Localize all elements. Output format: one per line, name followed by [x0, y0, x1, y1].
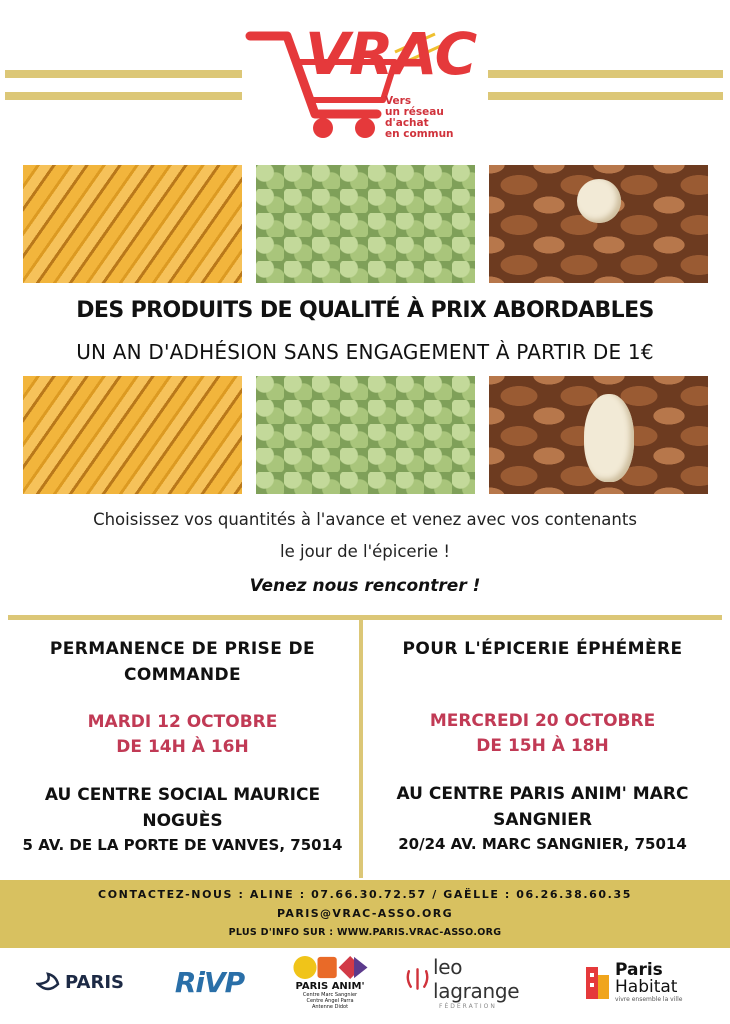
leo-lagrange-label: leo lagrange: [433, 955, 520, 1003]
logo-word: VRAC: [305, 20, 477, 88]
blanched-almond: [584, 394, 634, 482]
left-title-line-2: COMMANDE: [123, 665, 242, 685]
paris-label: PARIS: [65, 972, 124, 993]
leo-lagrange-emblem-icon: [405, 967, 430, 991]
partner-paris-habitat: [585, 955, 695, 1010]
almonds-photo: [489, 165, 708, 283]
paris-habitat-building-icon: [585, 963, 611, 1003]
contact-website[interactable]: PLUS D'INFO SUR : WWW.PARIS.VRAC-ASSO.ORG: [228, 927, 502, 938]
headline: DES PRODUITS DE QUALITÉ À PRIX ABORDABLES: [76, 298, 654, 323]
pasta-photo: [23, 165, 242, 283]
contact-phones: CONTACTEZ-NOUS : ALINE : 07.66.30.72.57 / GAËLLE : 06.26.38.60.35: [98, 888, 632, 901]
column-divider: [359, 620, 363, 878]
paris-ship-icon: [36, 972, 60, 994]
right-date: MERCREDI 20 OCTOBRE: [429, 711, 656, 731]
header-rule-right-bottom: [488, 92, 723, 100]
right-title: POUR L'ÉPICERIE ÉPHÉMÈRE: [402, 639, 683, 659]
blanched-almond: [577, 179, 621, 223]
paris-anim-sub3: Antenne Didot: [311, 1004, 349, 1010]
paris-anim-sub1: Centre Marc Sangnier: [302, 992, 358, 998]
left-column: [10, 636, 355, 856]
right-address: 20/24 AV. MARC SANGNIER, 75014: [398, 835, 687, 853]
pasta-photo: [23, 376, 242, 494]
leo-lagrange-sub: FÉDÉRATION: [439, 1003, 497, 1010]
paris-habitat-sub: vivre ensemble la ville: [615, 995, 683, 1003]
tagline-line: d'achat: [385, 117, 429, 129]
left-time: DE 14H À 16H: [116, 737, 249, 757]
tagline-line: un réseau: [385, 106, 444, 118]
tagline-line: en commun: [385, 128, 454, 140]
body-line-2: le jour de l'épicerie !: [280, 542, 450, 561]
body-line-1: Choisissez vos quantités à l'avance et venez avec vos contenants: [93, 510, 637, 529]
partner-paris-anim: [285, 955, 375, 1010]
cta-text: Venez nous rencontrer !: [249, 576, 481, 596]
left-address: 5 AV. DE LA PORTE DE VANVES, 75014: [22, 836, 343, 854]
tagline-line: Vers: [385, 95, 412, 107]
section-divider: [8, 615, 722, 620]
logo-tagline: [385, 96, 454, 140]
subheadline: UN AN D'ADHÉSION SANS ENGAGEMENT À PARTIR DE 1€: [76, 340, 654, 364]
partner-leo-lagrange: [405, 955, 550, 1010]
partner-paris: [30, 955, 130, 1010]
header-rule-right-top: [488, 70, 723, 78]
right-place-line-2: SANGNIER: [493, 810, 592, 830]
right-time: DE 15H À 18H: [476, 736, 609, 756]
right-place-line-1: AU CENTRE PARIS ANIM' MARC: [396, 784, 689, 804]
partner-rivp: [172, 955, 247, 1010]
split-peas-photo: [256, 376, 475, 494]
left-place-line-2: NOGUÈS: [142, 811, 223, 831]
rivp-label: RiVP: [174, 966, 245, 999]
almonds-photo: [489, 376, 708, 494]
contact-email[interactable]: PARIS@VRAC-ASSO.ORG: [276, 907, 454, 920]
left-date: MARDI 12 OCTOBRE: [87, 712, 278, 732]
contact-band: [0, 880, 730, 948]
header-rule-left-top: [5, 70, 242, 78]
paris-anim-label: PARIS ANIM': [295, 981, 365, 992]
paris-anim-sub2: Centre Angel Parra: [306, 998, 354, 1004]
paris-habitat-line-2: Habitat: [615, 976, 678, 997]
left-title-line-1: PERMANENCE DE PRISE DE: [49, 639, 316, 659]
paris-habitat-line-1: Paris: [615, 959, 663, 980]
paris-anim-shapes-icon: [291, 955, 369, 980]
split-peas-photo: [256, 165, 475, 283]
left-place-line-1: AU CENTRE SOCIAL MAURICE: [44, 785, 321, 805]
header-rule-left-bottom: [5, 92, 242, 100]
right-column: [370, 636, 715, 855]
vrac-logo: [245, 22, 475, 142]
